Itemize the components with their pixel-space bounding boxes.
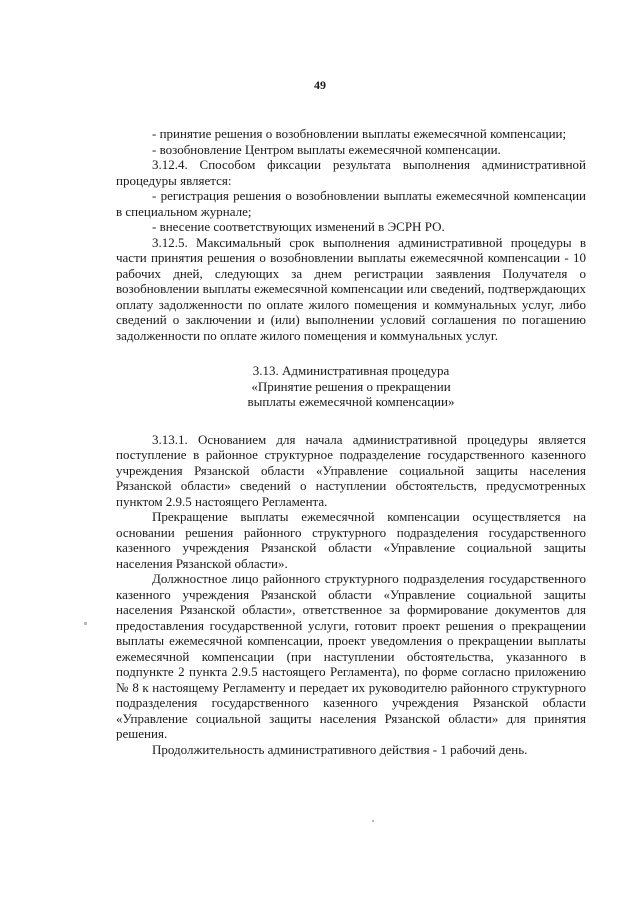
paragraph: 3.13.1. Основанием для начала административной процедуры является поступление в районное структурное подразделение государственного казенного учреждения Рязанской области «Управление социальной защиты населения Рязанской области» сведений о наступлении обстоятельств, предусмотренных пунктом 2.9.5 настоящего Регламента.: [116, 431, 586, 509]
paragraph: - принятие решения о возобновлении выплаты ежемесячной компенсации;: [152, 126, 567, 141]
document-body: [116, 126, 586, 757]
section-heading-line: 3.13. Административная процедура: [252, 363, 450, 378]
paragraph: - регистрация решения о возобновлении выплаты ежемесячной компенсации в специальном журнале;: [116, 188, 586, 219]
paragraph: 3.12.4. Способом фиксации результата выполнения административной процедуры является:: [116, 157, 586, 188]
paragraph: Должностное лицо районного структурного подразделения государственного казенного учреждения Рязанской области «Управление социальной защиты населения Рязанской области», ответственное за формирование документов для предоставления государственной услуги, готовит проект решения о прекращении выплаты ежемесячной компенсации, проект уведомления о прекращении выплаты ежемесячной компенсации (при наступлении обстоятельства, указанного в подпункте 2 пункта 2.9.5 настоящего Регламента), по форме согласно приложению № 8 к настоящему Регламенту и передает их руководителю районного структурного подразделения государственного казенного учреждения Рязанской области «Управление социальной защиты населения Рязанской области» для принятия решения.: [116, 571, 586, 741]
paragraph: 3.12.5. Максимальный срок выполнения административной процедуры в части принятия решения о возобновлении выплаты ежемесячной компенсации - 10 рабочих дней, следующих за днем регистрации заявления Получателя о возобновлении выплаты ежемесячной компенсации или сведений, подтверждающих оплату задолженности по оплате жилого помещения и коммунальных услуг, либо сведений о заключении и (или) выполнении условий соглашения по погашению задолженности по оплате жилого помещения и коммунальных услуг.: [116, 234, 586, 343]
paragraph: - возобновление Центром выплаты ежемесячной компенсации.: [152, 141, 501, 157]
section-heading-line: выплаты ежемесячной компенсации»: [247, 394, 455, 409]
scan-speck: [372, 820, 374, 822]
section-heading-line: «Принятие решения о прекращении: [251, 378, 451, 394]
paragraph: Прекращение выплаты ежемесячной компенсации осуществляется на основании решения районного структурного подразделения государственного казенного учреждения Рязанской области «Управление социальной защиты населения Рязанской области».: [116, 509, 586, 571]
scan-speck: [84, 622, 87, 625]
page-number: 49: [314, 78, 326, 92]
section-heading: [116, 363, 586, 410]
paragraph: - внесение соответствующих изменений в ЭСРН РО.: [152, 219, 445, 234]
paragraph: Продолжительность административного действия - 1 рабочий день.: [152, 741, 528, 757]
